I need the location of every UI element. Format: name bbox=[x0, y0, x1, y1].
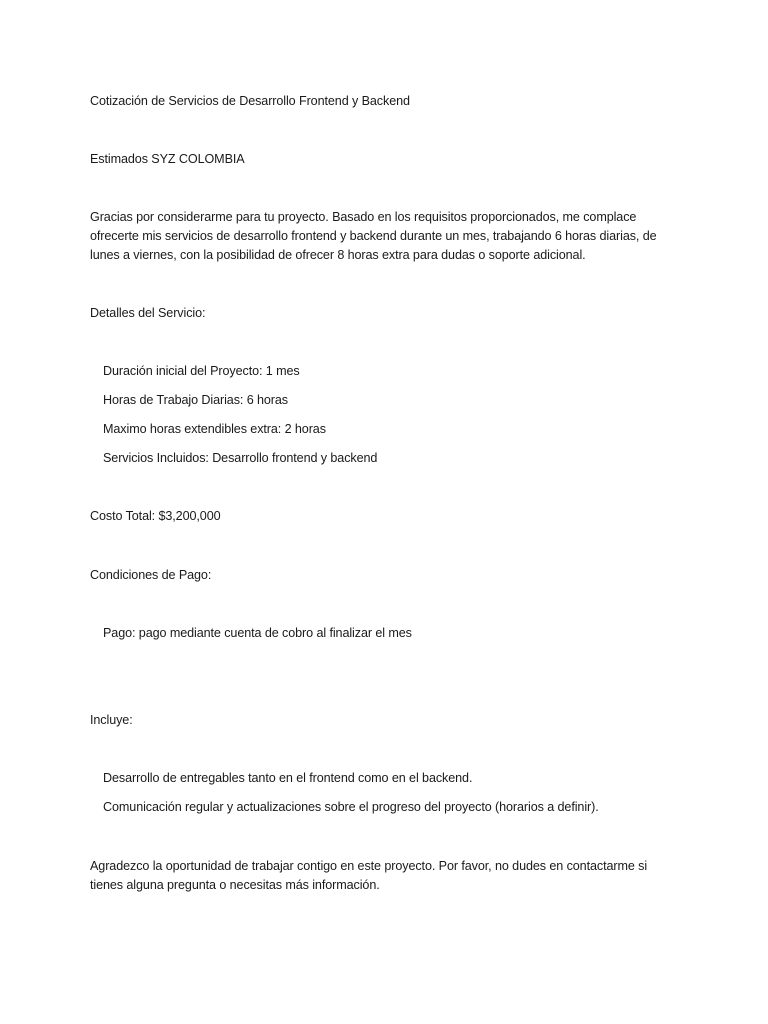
greeting: Estimados SYZ COLOMBIA bbox=[90, 152, 245, 166]
total-cost: Costo Total: $3,200,000 bbox=[90, 509, 221, 523]
detail-item-duration: Duración inicial del Proyecto: 1 mes bbox=[103, 364, 300, 378]
includes-heading: Incluye: bbox=[90, 713, 133, 727]
intro-paragraph: Gracias por considerarme para tu proyecto. Basado en los requisitos proporcionados, me complace ofrecerte mis servicios de desarrollo frontend y backend durante un mes, trabajando 6 horas diarias, de lunes a viernes, con la posibilidad de ofrecer 8 horas extra para dudas o soporte adicional. bbox=[90, 210, 657, 262]
payment-heading: Condiciones de Pago: bbox=[90, 568, 212, 582]
payment-item: Pago: pago mediante cuenta de cobro al finalizar el mes bbox=[103, 626, 412, 640]
closing-paragraph: Agradezco la oportunidad de trabajar contigo en este proyecto. Por favor, no dudes en contactarme si tienes alguna pregunta o necesitas más información. bbox=[90, 859, 648, 892]
detail-item-services: Servicios Incluidos: Desarrollo frontend y backend bbox=[103, 451, 378, 465]
document-title: Cotización de Servicios de Desarrollo Frontend y Backend bbox=[90, 94, 410, 108]
details-heading: Detalles del Servicio: bbox=[90, 306, 206, 320]
detail-item-hours: Horas de Trabajo Diarias: 6 horas bbox=[103, 393, 288, 407]
includes-item-deliverables: Desarrollo de entregables tanto en el frontend como en el backend. bbox=[103, 771, 473, 785]
includes-item-communication: Comunicación regular y actualizaciones sobre el progreso del proyecto (horarios a definir). bbox=[103, 800, 599, 814]
detail-item-extra-hours: Maximo horas extendibles extra: 2 horas bbox=[103, 422, 326, 436]
